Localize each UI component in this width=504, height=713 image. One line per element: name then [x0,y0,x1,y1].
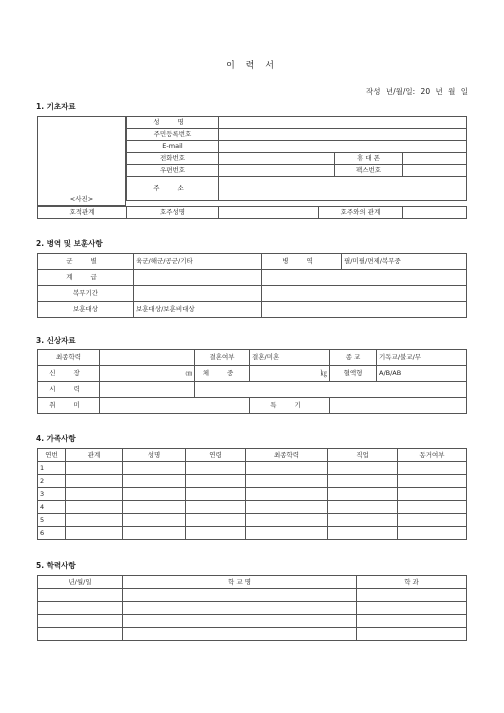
veteran-extra [262,302,467,318]
row-number: 3 [38,488,66,501]
family-rel-label: 호적관계 [38,207,127,219]
edu-col-date: 년/월/일 [38,576,123,589]
phone-field[interactable] [219,153,335,165]
address-label: 주 소 [127,177,219,201]
table-row [38,527,467,540]
cell[interactable] [186,462,246,475]
cell[interactable] [38,602,123,615]
rank-extra [262,270,467,286]
cell[interactable] [186,475,246,488]
service-label: 병 역 [262,254,342,270]
eyesight-label: 시 력 [38,382,100,398]
family-col-relation: 관계 [66,449,123,462]
blood-label: 혈액형 [330,366,377,382]
family-col-job: 직업 [328,449,398,462]
table-row [38,628,467,641]
head-rel-label: 호주와의 관계 [319,207,403,219]
table-row [38,602,467,615]
row-number: 5 [38,514,66,527]
family-col-age: 연령 [186,449,246,462]
education-table [37,575,467,641]
head-rel-field[interactable] [403,207,467,219]
cell[interactable] [123,475,186,488]
edu-field[interactable] [100,350,195,366]
cell[interactable] [246,488,328,501]
table-row [38,514,467,527]
rank-label: 계 급 [38,270,134,286]
section-heading-education: 5. 학력사항 [36,561,76,570]
zip-label: 우편번호 [127,165,219,177]
photo-label: <사진> [69,195,94,203]
skill-label: 특 기 [250,398,330,414]
cell[interactable] [328,527,398,540]
cell[interactable] [66,462,123,475]
cell[interactable] [357,602,467,615]
cell[interactable] [328,501,398,514]
skill-field[interactable] [330,398,467,414]
cell[interactable] [246,501,328,514]
family-col-edu: 최종학력 [246,449,328,462]
rank-field[interactable] [134,270,262,286]
phone-label: 전화번호 [127,153,219,165]
table-row [38,501,467,514]
height-unit[interactable]: ㎝ [100,366,195,382]
veteran-label: 보훈대상 [38,302,134,318]
period-field[interactable] [134,286,262,302]
table-row [38,615,467,628]
basic-info-table [126,116,467,201]
rrn-field[interactable] [219,129,467,141]
family-col-name: 성명 [123,449,186,462]
family-table [37,448,467,540]
cell[interactable] [246,514,328,527]
mobile-field[interactable] [403,153,467,165]
cell[interactable] [186,488,246,501]
cell[interactable] [357,589,467,602]
cell[interactable] [66,514,123,527]
blood-options[interactable]: A/B/AB [377,366,467,382]
marriage-label: 결혼여부 [195,350,250,366]
eyesight-field[interactable] [100,382,195,398]
table-row [38,475,467,488]
mobile-label: 휴 대 폰 [335,153,403,165]
section-heading-military: 2. 병역 및 보훈사항 [36,239,103,248]
cell[interactable] [66,501,123,514]
row-number: 4 [38,501,66,514]
edu-col-school: 학 교 명 [123,576,357,589]
cell[interactable] [186,527,246,540]
fax-field[interactable] [403,165,467,177]
head-name-label: 호주성명 [127,207,219,219]
cell[interactable] [38,615,123,628]
zip-field[interactable] [219,165,335,177]
cell[interactable] [357,628,467,641]
cell[interactable] [398,501,467,514]
period-label: 복무기간 [38,286,134,302]
photo-box [37,116,126,206]
service-options[interactable]: 필/미필/면제/복무중 [342,254,467,270]
edu-col-major: 학 과 [357,576,467,589]
cell[interactable] [398,475,467,488]
cell[interactable] [123,602,357,615]
height-label: 신 장 [38,366,100,382]
table-row [38,462,467,475]
marriage-options[interactable]: 결혼/미혼 [250,350,330,366]
cell[interactable] [186,514,246,527]
hobby-label: 취 미 [38,398,100,414]
email-field[interactable] [219,141,467,153]
cell[interactable] [123,628,357,641]
cell[interactable] [186,501,246,514]
cell[interactable] [246,475,328,488]
veteran-options[interactable]: 보훈대상/보훈비대상 [134,302,262,318]
table-row [38,589,467,602]
written-date: 작성 년/월/일: 20 년 월 일 [365,87,468,96]
cell[interactable] [66,488,123,501]
hobby-field[interactable] [100,398,250,414]
cell[interactable] [123,488,186,501]
section-heading-basic: 1. 기초자료 [36,102,76,111]
cell[interactable] [123,589,357,602]
family-col-cohabit: 동거여부 [398,449,467,462]
eyesight-extra [195,382,467,398]
cell[interactable] [328,514,398,527]
weight-unit[interactable]: ㎏ [250,366,330,382]
name-field[interactable] [219,117,467,129]
cell[interactable] [328,462,398,475]
table-row [38,488,467,501]
cell[interactable] [66,527,123,540]
row-number: 6 [38,527,66,540]
branch-options[interactable]: 육군/해군/공군/기타 [134,254,262,270]
family-col-seq: 연번 [38,449,66,462]
name-label: 성 명 [127,117,219,129]
row-number: 2 [38,475,66,488]
head-name-field[interactable] [219,207,319,219]
cell[interactable] [246,527,328,540]
section-heading-personal: 3. 신상자료 [36,336,76,345]
cell[interactable] [328,475,398,488]
cell[interactable] [398,514,467,527]
address-field[interactable] [219,177,467,201]
cell[interactable] [66,475,123,488]
family-register-table [37,206,467,219]
personal-table [37,349,467,414]
cell[interactable] [38,628,123,641]
row-number: 1 [38,462,66,475]
cell[interactable] [398,527,467,540]
section-heading-family: 4. 가족사항 [36,434,76,443]
cell[interactable] [398,462,467,475]
weight-label: 체 중 [195,366,250,382]
fax-label: 팩스번호 [335,165,403,177]
rrn-label: 주민등록번호 [127,129,219,141]
cell[interactable] [328,488,398,501]
cell[interactable] [246,462,328,475]
cell[interactable] [123,462,186,475]
religion-label: 종 교 [330,350,377,366]
cell[interactable] [398,488,467,501]
cell[interactable] [123,527,186,540]
branch-label: 군 별 [38,254,134,270]
cell[interactable] [123,501,186,514]
cell[interactable] [38,589,123,602]
military-table [37,253,467,318]
religion-options[interactable]: 기독교/불교/무 [377,350,467,366]
cell[interactable] [357,615,467,628]
page-title: 이 력 서 [226,61,278,71]
edu-label: 최종학력 [38,350,100,366]
cell[interactable] [123,615,357,628]
period-extra [262,286,467,302]
email-label: E-mail [127,141,219,153]
cell[interactable] [123,514,186,527]
